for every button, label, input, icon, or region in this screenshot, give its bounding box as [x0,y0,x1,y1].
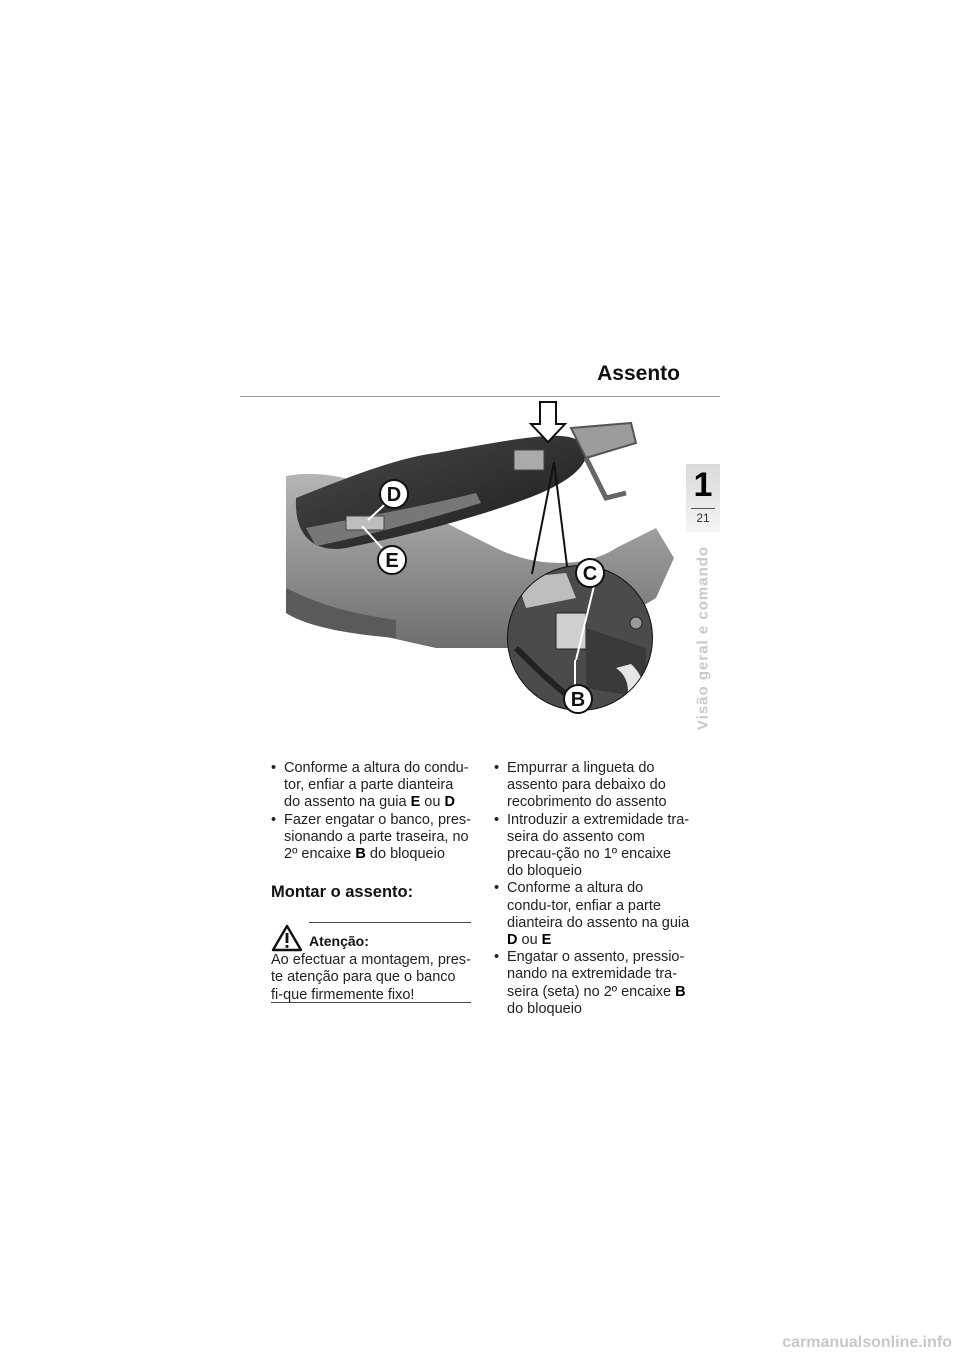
left-bullet-list [271,760,471,863]
chapter-side-label: Visão geral e comando [694,545,712,731]
section-heading: Montar o assento: [271,883,414,902]
warning-text: Ao efectuar a montagem, pres-te atenção para que o banco fi-que firmemente fixo! [271,952,471,1003]
label-b [564,685,592,713]
page-number: 21 [696,511,710,525]
bullet-icon: • [494,949,500,966]
seat-figure [286,398,674,738]
page-title: Assento [597,362,680,385]
label-e-text: E [385,550,399,572]
list-item: • Conforme a altura do condu-tor, enfiar a parte dianteira do assento na guia D ou E [494,880,690,949]
chapter-tab [686,464,720,532]
bullet-icon: • [271,760,277,776]
label-d-text: D [386,484,402,506]
warning-triangle-icon [271,924,303,952]
list-item: • Introduzir a extremidade tra-seira do assento com precau-ção no 1º encaixe do bloqueio [494,811,690,880]
warning-top-rule [309,922,471,923]
watermark-link[interactable]: carmanualsonline.info [782,1334,952,1351]
bullet-icon: • [494,811,500,828]
chapter-divider [691,508,715,509]
chapter-number: 1 [693,466,713,504]
warning-bottom-rule [271,1002,471,1003]
right-column [494,760,690,1018]
bullet-icon: • [494,760,500,776]
bullet-icon: • [494,880,500,897]
list-item: • Engatar o assento, pressio-nando na extremidade tra-seira (seta) no 2º encaixe B do bloqueio [494,949,686,1017]
warning-box [271,922,471,1006]
list-item: • Empurrar a lingueta do assento para debaixo do recobrimento do assento [494,760,667,811]
label-b-text: B [570,689,586,711]
list-item: • Conforme a altura do condu-tor, enfiar a parte dianteira do assento na guia E ou D [271,760,469,811]
left-column [271,760,471,1006]
label-c-text: C [582,563,598,585]
label-e [378,546,406,574]
title-divider [240,396,720,397]
label-d [380,480,408,508]
right-bullet-list [494,760,690,1018]
label-c [576,559,604,587]
bullet-icon: • [271,811,277,828]
warning-label: Atenção: [309,933,369,950]
list-item: • Fazer engatar o banco, pres-sionando a parte traseira, no 2º encaixe B do bloqueio [271,811,471,863]
